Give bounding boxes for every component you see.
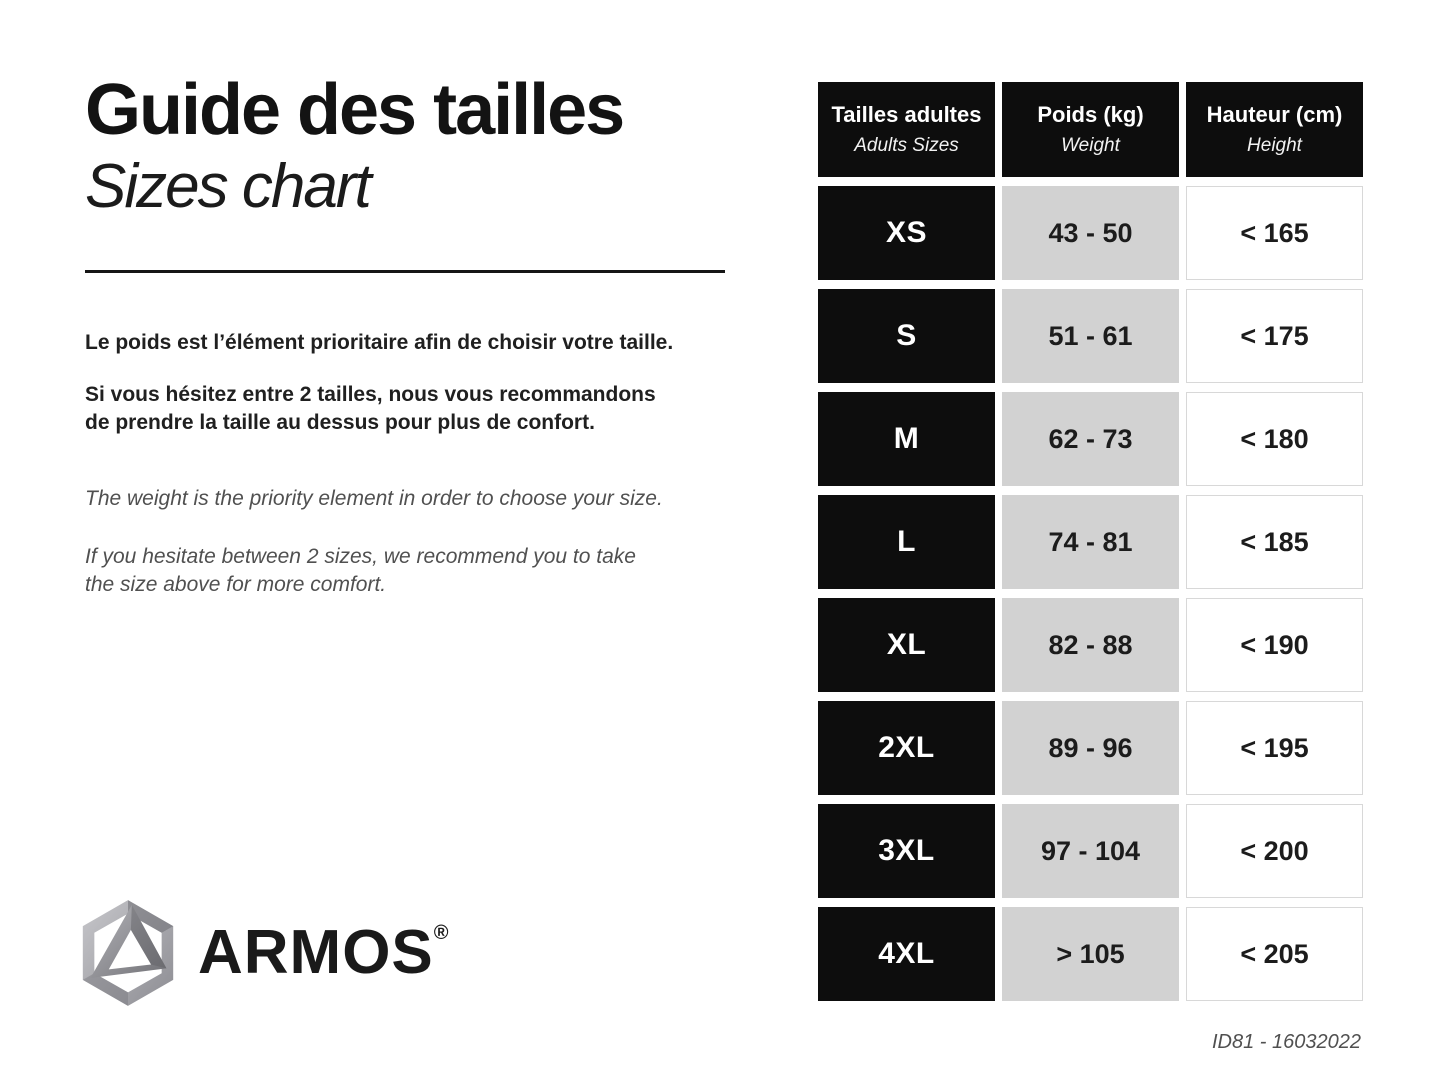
paragraph-en-2-line1: If you hesitate between 2 sizes, we recommend you to take: [85, 545, 636, 568]
paragraph-fr-2: [85, 381, 750, 437]
size-cell-m: M: [818, 392, 995, 486]
page-title-en: Sizes chart: [85, 152, 370, 221]
header-cell-sizes: [818, 82, 995, 177]
page-title-fr: Guide des tailles: [85, 70, 624, 150]
brand-logo: [78, 896, 449, 1010]
hexagon-triangle-logo-icon: [78, 896, 178, 1010]
header-sizes-fr: Tailles adultes: [831, 102, 982, 127]
weight-cell-l: 74 - 81: [1002, 495, 1179, 589]
title-divider: [85, 270, 725, 273]
size-cell-xl: XL: [818, 598, 995, 692]
header-height-fr: Hauteur (cm): [1206, 102, 1343, 127]
header-cell-weight: [1002, 82, 1179, 177]
weight-cell-xl: 82 - 88: [1002, 598, 1179, 692]
height-cell-2xl: < 195: [1186, 701, 1363, 795]
intro-panel: [85, 70, 750, 599]
height-cell-4xl: < 205: [1186, 907, 1363, 1001]
height-cell-s: < 175: [1186, 289, 1363, 383]
size-table: [818, 82, 1363, 1001]
header-height-en: Height: [1247, 135, 1302, 156]
paragraph-fr-2-line1: Si vous hésitez entre 2 tailles, nous vous recommandons: [85, 383, 656, 406]
paragraph-en-2: [85, 543, 750, 599]
brand-wordmark: [198, 918, 449, 987]
height-cell-m: < 180: [1186, 392, 1363, 486]
weight-cell-s: 51 - 61: [1002, 289, 1179, 383]
weight-cell-4xl: > 105: [1002, 907, 1179, 1001]
weight-cell-xs: 43 - 50: [1002, 186, 1179, 280]
height-cell-l: < 185: [1186, 495, 1363, 589]
header-weight-fr: Poids (kg): [1037, 102, 1144, 127]
height-cell-xs: < 165: [1186, 186, 1363, 280]
size-cell-xs: XS: [818, 186, 995, 280]
paragraph-fr-1: Le poids est l’élément prioritaire afin de choisir votre taille.: [85, 331, 674, 354]
paragraph-en-1: The weight is the priority element in order to choose your size.: [85, 487, 663, 510]
size-cell-3xl: 3XL: [818, 804, 995, 898]
registered-trademark-symbol: ®: [433, 922, 449, 944]
size-cell-2xl: 2XL: [818, 701, 995, 795]
weight-cell-2xl: 89 - 96: [1002, 701, 1179, 795]
size-cell-s: S: [818, 289, 995, 383]
header-sizes-en: Adults Sizes: [854, 135, 959, 156]
header-cell-height: [1186, 82, 1363, 177]
header-weight-en: Weight: [1061, 135, 1120, 156]
weight-cell-3xl: 97 - 104: [1002, 804, 1179, 898]
paragraph-fr-2-line2: de prendre la taille au dessus pour plus de confort.: [85, 411, 595, 434]
size-cell-4xl: 4XL: [818, 907, 995, 1001]
paragraph-en-2-line2: the size above for more comfort.: [85, 573, 387, 596]
height-cell-xl: < 190: [1186, 598, 1363, 692]
brand-name: ARMOS: [198, 918, 434, 987]
size-cell-l: L: [818, 495, 995, 589]
weight-cell-m: 62 - 73: [1002, 392, 1179, 486]
height-cell-3xl: < 200: [1186, 804, 1363, 898]
document-id: ID81 - 16032022: [1211, 1031, 1361, 1053]
